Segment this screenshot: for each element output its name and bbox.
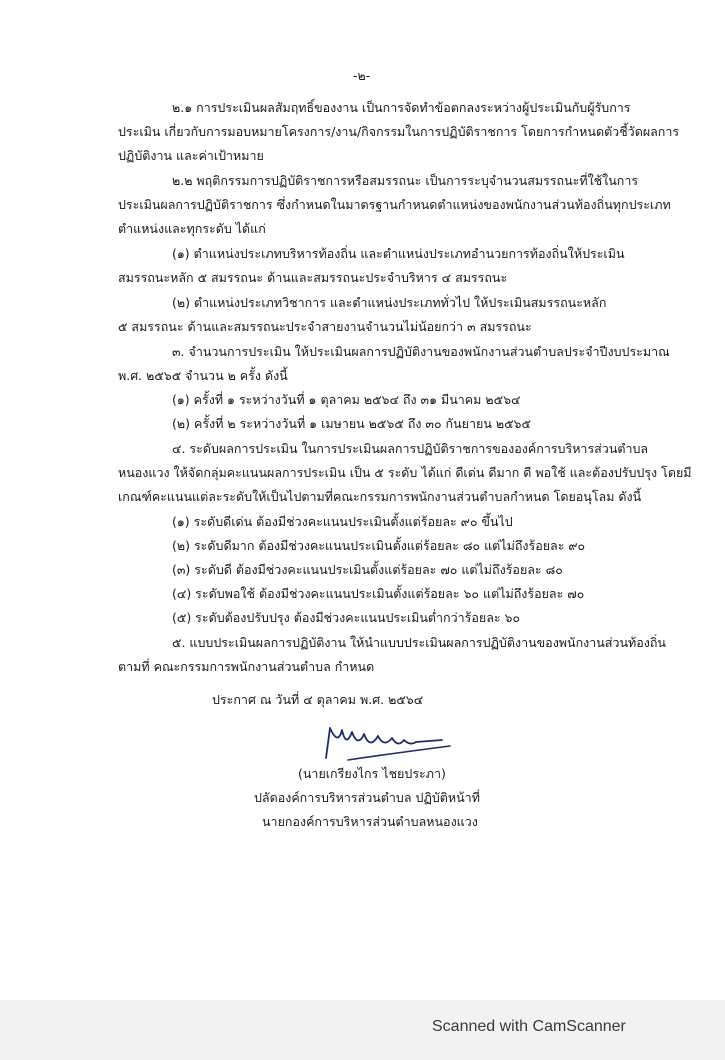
paragraph-line: ๒.๑ การประเมินผลสัมฤทธิ์ของงาน เป็นการจัดทำข้อตกลงระหว่างผู้ประเมินกับผู้รับการ — [172, 100, 631, 115]
signer-position: นายกองค์การบริหารส่วนตำบลหนองแวง — [262, 814, 478, 829]
camscanner-watermark: Scanned with CamScanner — [432, 1018, 626, 1035]
announcement-date: ประกาศ ณ วันที่ ๔ ตุลาคม พ.ศ. ๒๕๖๔ — [212, 692, 424, 707]
page-number: -๒- — [353, 68, 371, 83]
paragraph-line: ประเมิน เกี่ยวกับการมอบหมายโครงการ/งาน/กิจกรรมในการปฏิบัติราชการ โดยการกำหนดตัวชี้วัดผลการ — [118, 124, 680, 139]
paragraph-line: (๑) ตำแหน่งประเภทบริหารท้องถิ่น และตำแหน่งประเภทอำนวยการท้องถิ่นให้ประเมิน — [172, 246, 625, 261]
paragraph-line: หนองแวง ให้จัดกลุ่มคะแนนผลการประเมิน เป็น ๕ ระดับ ได้แก่ ดีเด่น ดีมาก ดี พอใช้ และต้องปรับปรุง โดยมี — [118, 465, 692, 480]
paragraph-line: (๕) ระดับต้องปรับปรุง ต้องมีช่วงคะแนนประเมินต่ำกว่าร้อยละ ๖๐ — [172, 610, 521, 625]
paragraph-line: ประเมินผลการปฏิบัติราชการ ซึ่งกำหนดในมาตรฐานกำหนดตำแหน่งของพนักงานส่วนท้องถิ่นทุกประเภท — [118, 197, 671, 212]
paragraph-line: สมรรถนะหลัก ๕ สมรรถนะ ด้านและสมรรถนะประจำบริหาร ๔ สมรรถนะ — [118, 270, 508, 285]
paragraph-line: (๑) ระดับดีเด่น ต้องมีช่วงคะแนนประเมินตั้งแต่ร้อยละ ๙๐ ขึ้นไป — [172, 514, 513, 529]
paragraph-line: (๒) ครั้งที่ ๒ ระหว่างวันที่ ๑ เมษายน ๒๕๖๕ ถึง ๓๐ กันยายน ๒๕๖๕ — [172, 416, 531, 431]
paragraph-line: (๑) ครั้งที่ ๑ ระหว่างวันที่ ๑ ตุลาคม ๒๕๖๔ ถึง ๓๑ มีนาคม ๒๕๖๔ — [172, 392, 521, 407]
paragraph-line: (๒) ระดับดีมาก ต้องมีช่วงคะแนนประเมินตั้งแต่ร้อยละ ๘๐ แต่ไม่ถึงร้อยละ ๙๐ — [172, 538, 586, 553]
paragraph-line: พ.ศ. ๒๕๖๕ จำนวน ๒ ครั้ง ดังนี้ — [118, 368, 288, 383]
paragraph-line: ๔. ระดับผลการประเมิน ในการประเมินผลการปฏิบัติราชการขององค์การบริหารส่วนตำบล — [172, 441, 649, 456]
signer-name: (นายเกรียงไกร ไชยประภา) — [298, 766, 446, 781]
paragraph-line: (๔) ระดับพอใช้ ต้องมีช่วงคะแนนประเมินตั้งแต่ร้อยละ ๖๐ แต่ไม่ถึงร้อยละ ๗๐ — [172, 586, 585, 601]
paragraph-line: เกณฑ์คะแนนแต่ละระดับให้เป็นไปตามที่คณะกรรมการพนักงานส่วนตำบลกำหนด โดยอนุโลม ดังนี้ — [118, 489, 642, 504]
paragraph-line: (๓) ระดับดี ต้องมีช่วงคะแนนประเมินตั้งแต่ร้อยละ ๗๐ แต่ไม่ถึงร้อยละ ๘๐ — [172, 562, 563, 577]
paragraph-line: ๕. แบบประเมินผลการปฏิบัติงาน ให้นำแบบประเมินผลการปฏิบัติงานของพนักงานส่วนท้องถิ่น — [172, 635, 666, 650]
signer-position: ปลัดองค์การบริหารส่วนตำบล ปฏิบัติหน้าที่ — [254, 790, 480, 805]
paragraph-line: ตำแหน่งและทุกระดับ ได้แก่ — [118, 221, 266, 236]
handwritten-signature — [318, 718, 458, 768]
paragraph-line: ๒.๒ พฤติกรรมการปฏิบัติราชการหรือสมรรถนะ เป็นการระบุจำนวนสมรรถนะที่ใช้ในการ — [172, 173, 639, 188]
paragraph-line: ปฏิบัติงาน และค่าเป้าหมาย — [118, 148, 264, 163]
paragraph-line: ๕ สมรรถนะ ด้านและสมรรถนะประจำสายงานจำนวนไม่น้อยกว่า ๓ สมรรถนะ — [118, 319, 532, 334]
paragraph-line: (๒) ตำแหน่งประเภทวิชาการ และตำแหน่งประเภททั่วไป ให้ประเมินสมรรถนะหลัก — [172, 295, 607, 310]
paragraph-line: ตามที่ คณะกรรมการพนักงานส่วนตำบล กำหนด — [118, 659, 375, 674]
paragraph-line: ๓. จำนวนการประเมิน ให้ประเมินผลการปฏิบัติงานของพนักงานส่วนตำบลประจำปีงบประมาณ — [172, 344, 670, 359]
